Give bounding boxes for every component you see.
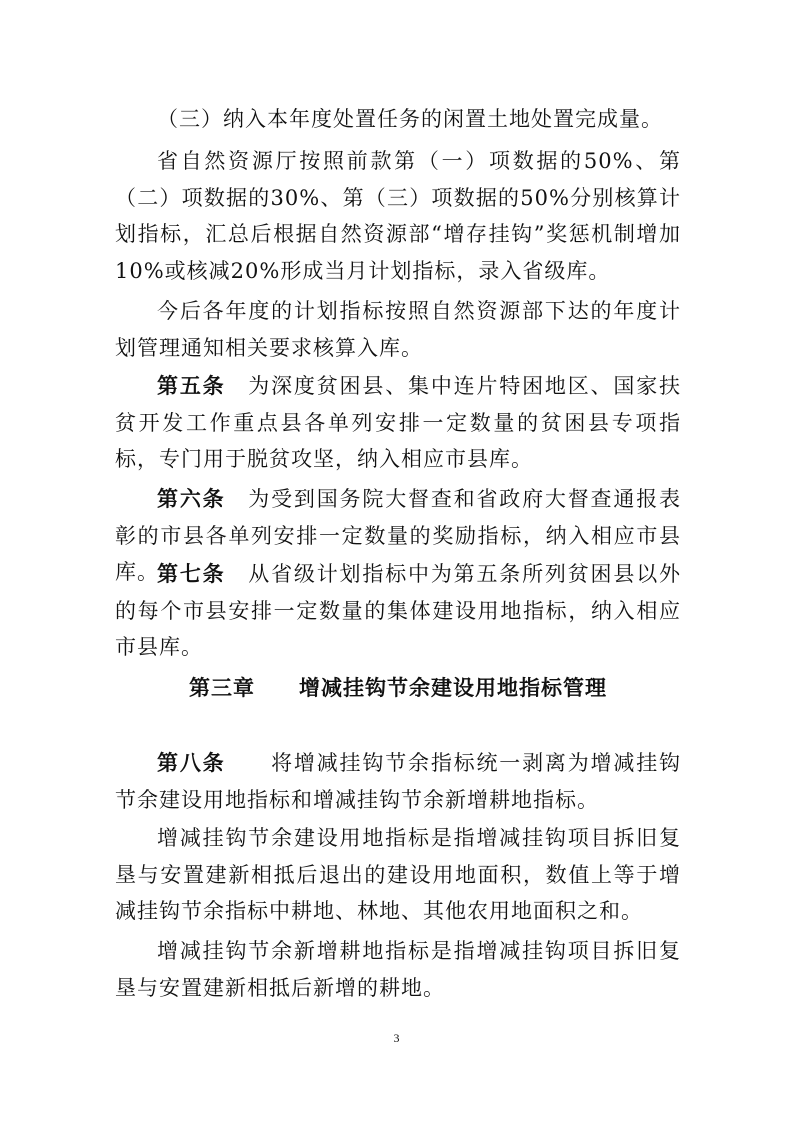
article-7-text: 从省级计划指标中为第五条所列贫困县以外的每个市县安排一定数量的集体建设用地指标，纳入相应市县库。 [115,562,682,659]
article-5 [115,368,681,478]
article-8 [115,745,681,818]
article-8-text: 将增减挂钩节余指标统一剥离为增减挂钩节余建设用地指标和增减挂钩节余新增耕地指标。 [115,751,682,812]
page-number: 3 [393,1031,400,1045]
article-7-label: 第七条 [157,561,226,586]
article-8-label: 第八条 [157,750,226,775]
paragraph-new-farmland-indicator: 增减挂钩节余新增耕地指标是指增减挂钩项目拆旧复垦与安置建新相抵后新增的耕地。 [115,939,681,1000]
article-6-text: 为受到国务院大督查和省政府大督查通报表彰的市县各单列安排一定数量的奖励指标，纳入相应市县库。 [115,487,682,584]
paragraph-indicator-calculation: 省自然资源厅按照前款第（一）项数据的50%、第（二）项数据的30%、第（三）项数据的50%分别核算计划指标，汇总后根据自然资源部“增存挂钩”奖惩机制增加10%或核减20%形成当月计划指标，录入省级库。 [115,149,681,283]
paragraph-annual-plan: 今后各年度的计划指标按照自然资源部下达的年度计划管理通知相关要求核算入库。 [115,299,681,360]
article-5-text: 为深度贫困县、集中连片特困地区、国家扶贫开发工作重点县各单列安排一定数量的贫困县专项指标，专门用于脱贫攻坚，纳入相应市县库。 [115,374,682,471]
article-5-label: 第五条 [157,373,226,398]
paragraph-item-3: （三）纳入本年度处置任务的闲置土地处置完成量。 [157,107,663,131]
article-7 [115,556,681,666]
article-6-label: 第六条 [157,486,226,511]
paragraph-construction-land-indicator: 增减挂钩节余建设用地指标是指增减挂钩项目拆旧复垦与安置建新相抵后退出的建设用地面积，数值上等于增减挂钩节余指标中耕地、林地、其他农用地面积之和。 [115,826,681,923]
chapter-3-heading: 第三章 增减挂钩节余建设用地指标管理 [189,675,607,700]
